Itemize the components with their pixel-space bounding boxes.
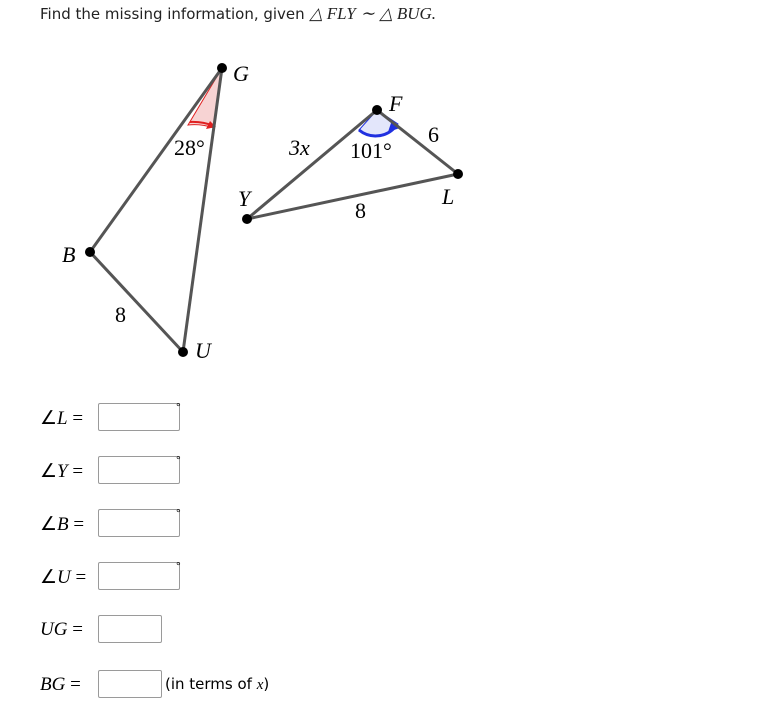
edge-yl [247,174,458,219]
side-bg-label: BG = [40,674,81,695]
side-fy-label: 3x [289,135,310,160]
angle-y-label: ∠Y = [40,461,84,482]
question-row-angle-u [0,559,400,594]
vertex-f-label: F [389,91,403,116]
vertex-b-label: B [62,242,76,267]
angle-l-label: ∠L = [40,408,84,429]
vertex-l-label: L [442,184,455,209]
question-row-side-bg [0,670,400,702]
question-row-side-ug [0,615,400,647]
side-ug-label: UG = [40,619,83,640]
similar-symbol: ∼ [360,4,375,23]
prompt-text: Find the missing information, given [40,5,305,23]
vertex-g-point [217,63,227,73]
vertex-u-point [178,347,188,357]
angle-u-input[interactable] [98,562,180,590]
angle-b-input[interactable] [98,509,180,537]
vertex-g-label: G [233,61,249,86]
degree-unit: ° [176,400,181,414]
angle-b-label: ∠B = [40,514,85,535]
vertex-y-point [242,214,252,224]
degree-unit: ° [176,453,181,467]
vertex-l-point [453,169,463,179]
side-bg-hint: (in terms of x) [165,675,270,693]
degree-unit: ° [176,506,181,520]
triangle-fly: △ FLY [309,4,356,23]
question-row-angle-y [0,453,400,488]
angle-f-label: 101° [350,138,392,163]
degree-unit: ° [176,559,181,573]
edge-bu [90,252,183,352]
question-row-angle-l [0,400,400,435]
side-yl-label: 8 [355,198,366,223]
angle-g-label: 28° [174,135,205,160]
question-row-angle-b [0,506,400,541]
side-ug-input[interactable] [98,615,162,643]
side-fl-label: 6 [428,122,439,147]
vertex-y-label: Y [238,186,251,211]
angle-u-label: ∠U = [40,567,87,588]
triangle-bug: △ BUG. [379,4,437,23]
angle-l-input[interactable] [98,403,180,431]
vertex-u-label: U [195,338,211,363]
vertex-f-point [372,105,382,115]
vertex-b-point [85,247,95,257]
angle-y-input[interactable] [98,456,180,484]
side-bu-label: 8 [115,302,126,327]
side-bg-input[interactable] [98,670,162,698]
edge-bg [90,68,222,252]
